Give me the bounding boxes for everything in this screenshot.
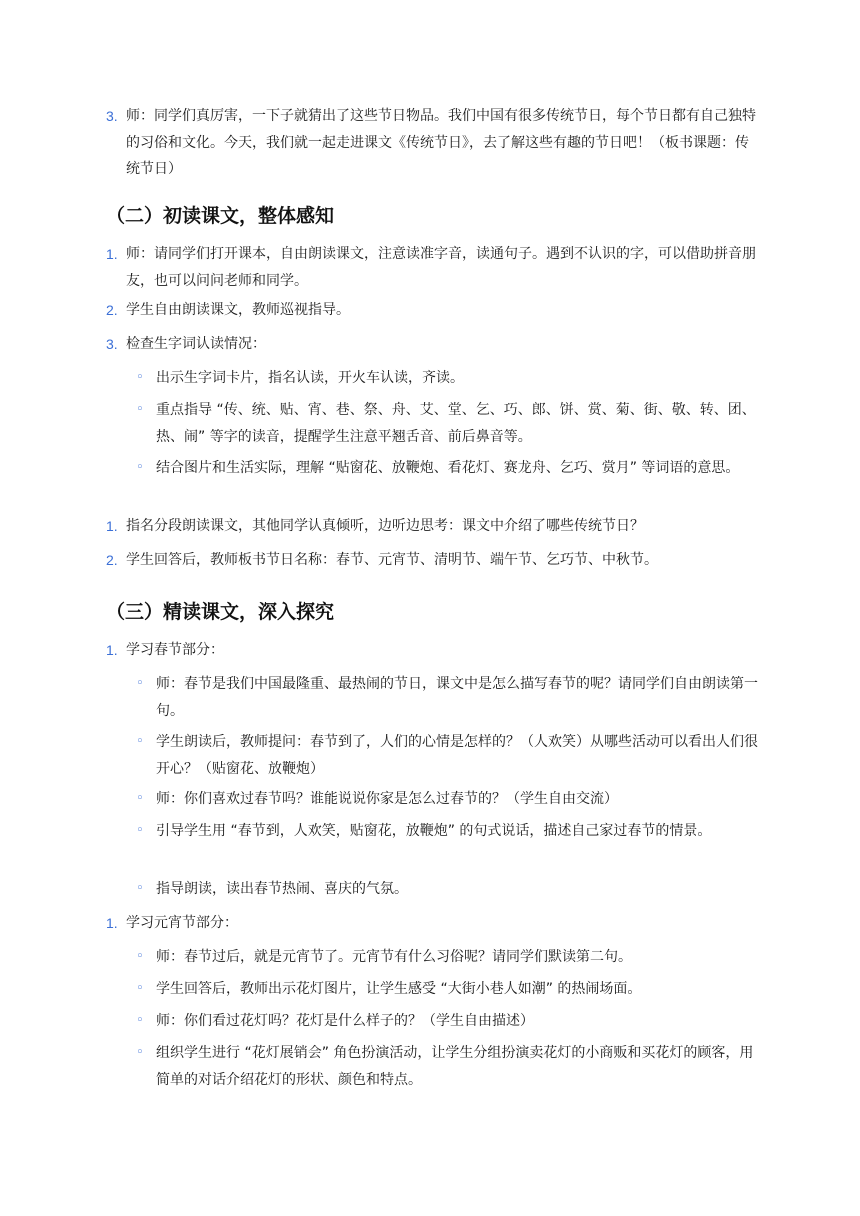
list-item <box>106 331 756 358</box>
list-item <box>106 103 756 183</box>
list-item-text: 师：请同学们打开课本，自由朗读课文，注意读准字音，读通句子。遇到不认识的字，可以借助拼音朋友，也可以问问老师和同学。 <box>126 246 756 289</box>
list-item <box>106 513 756 540</box>
sub-list-item-text: 学生回答后，教师出示花灯图片，让学生感受 “大街小巷人如潮” 的热闹场面。 <box>156 981 642 997</box>
bullet-icon: ◦ <box>136 791 144 806</box>
bullet-icon: ◦ <box>136 402 144 417</box>
bullet-icon: ◦ <box>136 1045 144 1060</box>
list-item-text: 学生自由朗读课文，教师巡视指导。 <box>126 302 350 318</box>
bullet-icon: ◦ <box>136 460 144 475</box>
sub-list-item <box>136 876 758 903</box>
sub-list-item-text: 出示生字词卡片，指名认读，开火车认读，齐读。 <box>156 370 464 386</box>
list-number: 1. <box>106 518 118 534</box>
sub-list-item <box>136 365 758 392</box>
list-number: 3. <box>106 108 118 124</box>
sub-list-item <box>136 818 758 845</box>
bullet-icon: ◦ <box>136 1013 144 1028</box>
bullet-icon: ◦ <box>136 881 144 896</box>
list-item <box>106 297 756 324</box>
bullet-icon: ◦ <box>136 949 144 964</box>
sub-list-item-text: 师：春节过后，就是元宵节了。元宵节有什么习俗呢？请同学们默读第二句。 <box>156 949 632 965</box>
sub-list-item-text: 师：你们看过花灯吗？花灯是什么样子的？（学生自由描述） <box>156 1013 534 1029</box>
bullet-icon: ◦ <box>136 370 144 385</box>
sub-list-item-text: 学生朗读后，教师提问：春节到了，人们的心情是怎样的？（人欢笑）从哪些活动可以看出人们很开心？（贴窗花、放鞭炮） <box>156 734 758 777</box>
sub-list-item-text: 师：你们喜欢过春节吗？谁能说说你家是怎么过春节的？（学生自由交流） <box>156 791 618 807</box>
sub-list-item-text: 组织学生进行 “花灯展销会” 角色扮演活动，让学生分组扮演卖花灯的小商贩和买花灯的顾客，用简单的对话介绍花灯的形状、颜色和特点。 <box>156 1045 754 1088</box>
section-heading: （二）初读课文，整体感知 <box>106 205 335 227</box>
list-item <box>106 241 756 294</box>
list-item-text: 学习元宵节部分： <box>126 915 238 931</box>
list-item-text: 师：同学们真厉害，一下子就猜出了这些节日物品。我们中国有很多传统节日，每个节日都有自己独特的习俗和文化。今天，我们就一起走进课文《传统节日》，去了解这些有趣的节日吧！（板书课题：传统节日） <box>126 108 756 177</box>
list-number: 3. <box>106 336 118 352</box>
bullet-icon: ◦ <box>136 734 144 749</box>
bullet-icon: ◦ <box>136 981 144 996</box>
list-item-text: 学生回答后，教师板书节日名称：春节、元宵节、清明节、端午节、乞巧节、中秋节。 <box>126 552 658 568</box>
sub-list-item <box>136 1040 758 1093</box>
list-number: 2. <box>106 552 118 568</box>
sub-list-item-text: 结合图片和生活实际，理解 “贴窗花、放鞭炮、看花灯、赛龙舟、乞巧、赏月” 等词语的意思。 <box>156 460 740 476</box>
bullet-icon: ◦ <box>136 823 144 838</box>
sub-list-item <box>136 1008 758 1035</box>
section-heading: （三）精读课文，深入探究 <box>106 601 335 623</box>
list-item-text: 检查生字词认读情况： <box>126 336 266 352</box>
list-number: 1. <box>106 915 118 931</box>
sub-list-item-text: 师：春节是我们中国最隆重、最热闹的节日，课文中是怎么描写春节的呢？请同学们自由朗读第一句。 <box>156 676 758 719</box>
list-item <box>106 910 756 937</box>
list-item <box>106 547 756 574</box>
sub-list-item <box>136 671 758 724</box>
list-item-text: 学习春节部分： <box>126 642 224 658</box>
list-item-text: 指名分段朗读课文，其他同学认真倾听，边听边思考：课文中介绍了哪些传统节日？ <box>126 518 644 534</box>
list-number: 2. <box>106 302 118 318</box>
sub-list-item-text: 指导朗读，读出春节热闹、喜庆的气氛。 <box>156 881 408 897</box>
bullet-icon: ◦ <box>136 676 144 691</box>
sub-list-item-text: 重点指导 “传、统、贴、宵、巷、祭、舟、艾、堂、乞、巧、郎、饼、赏、菊、街、敬、转、团、热、闹” 等字的读音，提醒学生注意平翘舌音、前后鼻音等。 <box>156 402 756 445</box>
list-item <box>106 637 756 664</box>
list-number: 1. <box>106 642 118 658</box>
sub-list-item <box>136 397 758 450</box>
sub-list-item-text: 引导学生用 “春节到，人欢笑，贴窗花，放鞭炮” 的句式说话，描述自己家过春节的情景。 <box>156 823 712 839</box>
list-number: 1. <box>106 246 118 262</box>
sub-list-item <box>136 455 758 482</box>
sub-list-item <box>136 729 758 782</box>
sub-list-item <box>136 786 758 813</box>
sub-list-item <box>136 944 758 971</box>
sub-list-item <box>136 976 758 1003</box>
